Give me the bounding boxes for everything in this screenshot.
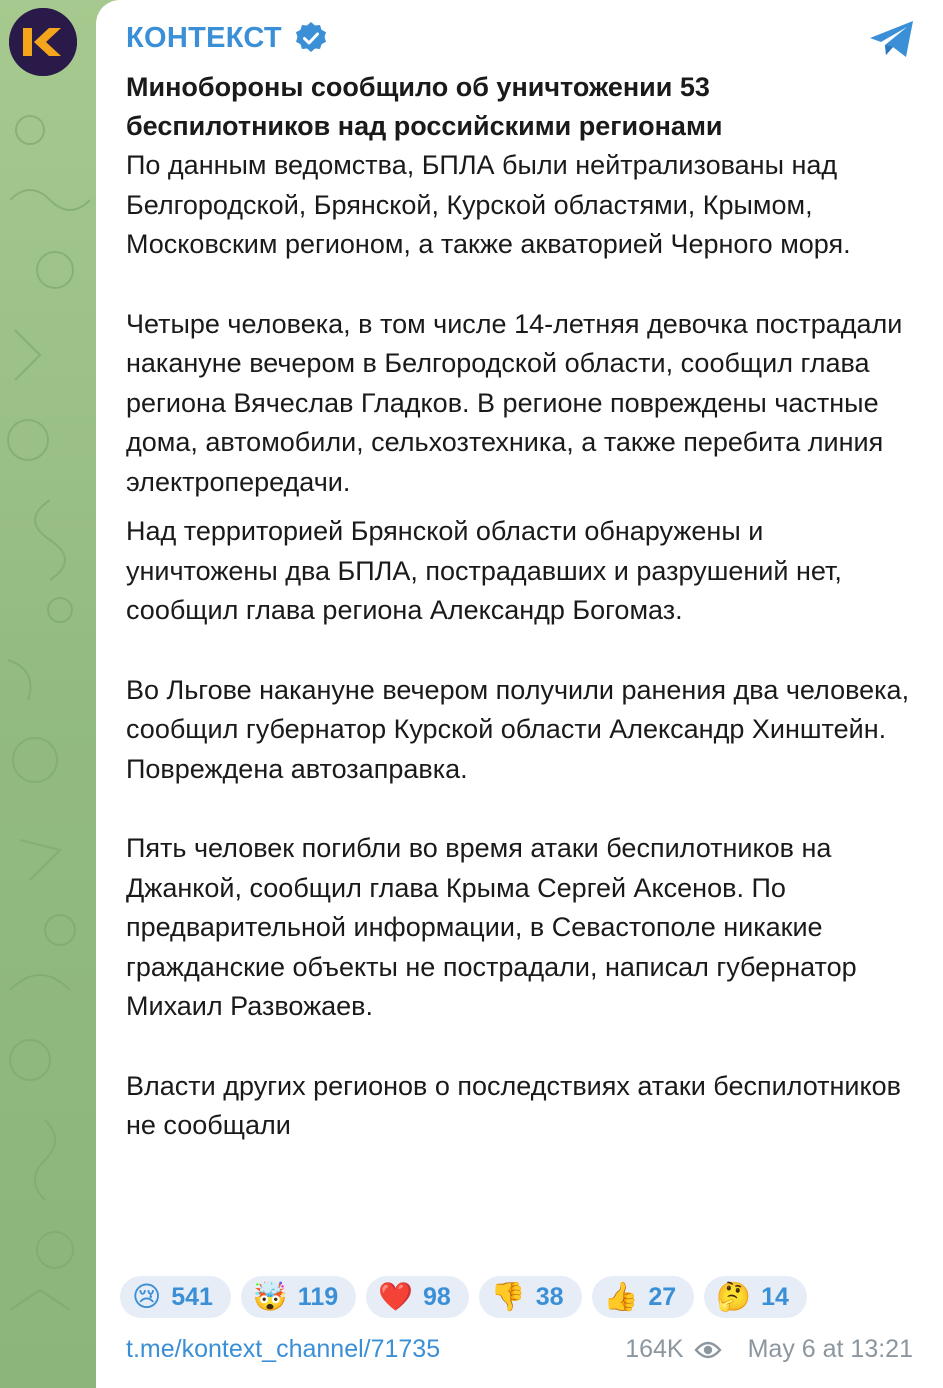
reaction-count: 98 xyxy=(423,1282,451,1311)
kontext-logo-icon xyxy=(9,8,77,76)
reaction-count: 541 xyxy=(171,1282,213,1311)
thumbs-up-icon: 👍 xyxy=(603,1280,639,1313)
channel-name[interactable]: КОНТЕКСТ xyxy=(126,21,282,54)
message-card xyxy=(96,0,943,1388)
exploding-head-icon: 🤯 xyxy=(252,1280,288,1313)
thumbs-down-icon: 👎 xyxy=(490,1280,526,1313)
post-meta xyxy=(625,1335,913,1364)
wallpaper-doodles xyxy=(0,0,96,1388)
reaction-count: 27 xyxy=(648,1282,677,1311)
reaction-crying[interactable] xyxy=(120,1276,231,1318)
crying-face-icon: 😢 xyxy=(132,1280,162,1313)
post-paragraph: Пять человек погибли во время атаки беспилотников на Джанкой, сообщил глава Крыма Сергей Аксенов. По предварительной информации, в Севастополе никакие гражданские объекты не пострадали, написал губернатор Михаил Развожаев. xyxy=(126,833,857,1021)
message-header xyxy=(126,18,328,58)
reaction-heart[interactable] xyxy=(366,1276,469,1318)
post-paragraph: Власти других регионов о последствиях атаки беспилотников не сообщали xyxy=(126,1070,901,1140)
post-link[interactable]: t.me/kontext_channel/71735 xyxy=(126,1335,441,1363)
reactions-bar xyxy=(120,1276,807,1318)
verified-badge-icon xyxy=(294,21,328,55)
eye-icon xyxy=(694,1340,722,1360)
reaction-thumbs-down[interactable] xyxy=(479,1276,582,1318)
reaction-count: 119 xyxy=(297,1282,339,1311)
view-count: 164K xyxy=(625,1335,684,1363)
reaction-thumbs-up[interactable] xyxy=(592,1276,695,1318)
post-paragraph: По данным ведомства, БПЛА были нейтрализованы над Белгородской, Брянской, Курской областями, Крымом, Московским регионом, а также акваторией Черного моря. xyxy=(126,150,851,259)
post-paragraph: Во Льгове накануне вечером получили ранения два человека, сообщил губернатор Курской области Александр Хинштейн. Повреждена автозаправка. xyxy=(126,674,910,784)
post-paragraph: Четыре человека, в том числе 14-летняя девочка пострадали накануне вечером в Белгородской области, сообщил глава региона Вячеслав Гладков. В регионе повреждены частные дома, автомобили, сельхозтехника, а также перебита линия электропередачи. xyxy=(126,308,903,497)
reaction-count: 14 xyxy=(761,1282,789,1311)
telegram-share-icon[interactable] xyxy=(867,18,917,60)
thinking-face-icon: 🤔 xyxy=(716,1280,752,1313)
post-date: May 6 at 13:21 xyxy=(747,1335,913,1363)
post-paragraph: Над территорией Брянской области обнаружены и уничтожены два БПЛА, пострадавших и разрушений нет, сообщил глава региона Александр Богомаз. xyxy=(126,516,842,625)
post-headline: Минобороны сообщило об уничтожении 53 беспилотников над российскими регионами xyxy=(126,72,723,141)
reaction-count: 38 xyxy=(535,1282,564,1311)
reaction-thinking[interactable] xyxy=(704,1276,807,1318)
message-body xyxy=(126,68,916,1146)
heart-icon: ❤️ xyxy=(378,1280,414,1313)
reaction-exploding-head[interactable] xyxy=(241,1276,356,1318)
channel-avatar[interactable] xyxy=(9,8,77,76)
